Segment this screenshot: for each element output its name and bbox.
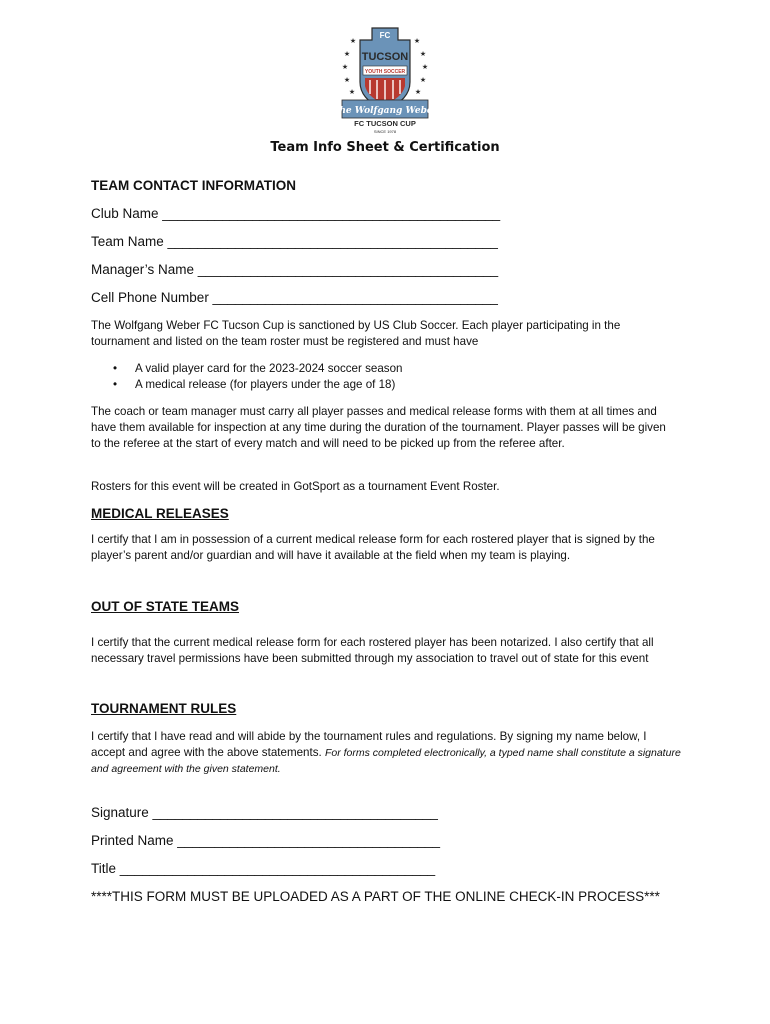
svg-text:★: ★ (341, 63, 349, 71)
cell-phone-field[interactable]: Cell Phone Number ______________________________________ (91, 290, 498, 305)
logo-script-text: The Wolfgang Weber (332, 106, 438, 116)
logo-youth-text: YOUTH SOCCER (364, 69, 406, 75)
rosters-paragraph: Rosters for this event will be created in GotSport as a tournament Event Roster. (91, 480, 500, 493)
logo-city-text: TUCSON (361, 51, 409, 63)
medical-releases-text: I certify that I am in possession of a current medical release form for each rostered player that is signed by the player’s parent and/or guardian and will have it available at the field when my team is playing. (91, 533, 655, 563)
logo-cup-text: FC TUCSON CUP (354, 119, 416, 128)
passes-paragraph: The coach or team manager must carry all player passes and medical release forms with them at all times and have them available for inspection at any time during the duration of the tournament. Player passes will be given to the referee at the start of every match and will need to be picked up from the referee after. (91, 405, 666, 451)
out-of-state-heading: OUT OF STATE TEAMS (91, 599, 239, 614)
out-of-state-text: I certify that the current medical release form for each rostered player has been notarized. I also certify that all necessary travel permissions have been submitted through my association to travel out of state for this event (91, 636, 654, 666)
requirement-item: • A valid player card for the 2023-2024 soccer season (91, 361, 691, 377)
requirements-list (91, 361, 691, 393)
svg-text:★: ★ (413, 37, 421, 45)
sanction-paragraph: The Wolfgang Weber FC Tucson Cup is sanctioned by US Club Soccer. Each player participating in the tournament and listed on the team roster must be registered and must have (91, 319, 621, 349)
requirement-item: • A medical release (for players under the age of 18) (91, 377, 691, 393)
svg-text:★: ★ (343, 76, 351, 84)
document-title: Team Info Sheet & Certification (270, 140, 500, 155)
manager-name-field[interactable]: Manager’s Name ________________________________________ (91, 262, 499, 277)
title-field[interactable]: Title __________________________________________ (91, 861, 436, 876)
club-name-field[interactable]: Club Name _____________________________________________ (91, 206, 501, 221)
svg-text:★: ★ (419, 76, 427, 84)
team-contact-heading: TEAM CONTACT INFORMATION (91, 178, 296, 193)
rules-statement: I certify that I have read and will abide by the tournament rules and regulations. By signing my name below, I accept and agree with the above statements. (91, 730, 647, 760)
svg-text:★: ★ (419, 50, 427, 58)
svg-text:★: ★ (421, 63, 429, 71)
signature-field[interactable]: Signature ______________________________________ (91, 805, 438, 820)
tournament-rules-heading: TOURNAMENT RULES (91, 701, 237, 716)
fc-tucson-cup-logo (330, 22, 440, 134)
svg-text:★: ★ (349, 37, 357, 45)
rules-electronic-note: For forms completed electronically, a typed name shall constitute a signature and agreement with the given statement. (91, 747, 681, 776)
upload-notice: ****THIS FORM MUST BE UPLOADED AS A PART OF THE ONLINE CHECK-IN PROCESS*** (91, 889, 660, 904)
medical-releases-heading: MEDICAL RELEASES (91, 506, 229, 521)
svg-text:★: ★ (414, 88, 422, 96)
printed-name-field[interactable]: Printed Name ___________________________________ (91, 833, 441, 848)
logo-fc-text: FC (379, 31, 391, 40)
svg-text:★: ★ (343, 50, 351, 58)
svg-text:★: ★ (348, 88, 356, 96)
logo-since-text: SINCE 1978 (373, 129, 397, 134)
tournament-rules-text (91, 729, 681, 778)
team-name-field[interactable]: Team Name ____________________________________________ (91, 234, 498, 249)
